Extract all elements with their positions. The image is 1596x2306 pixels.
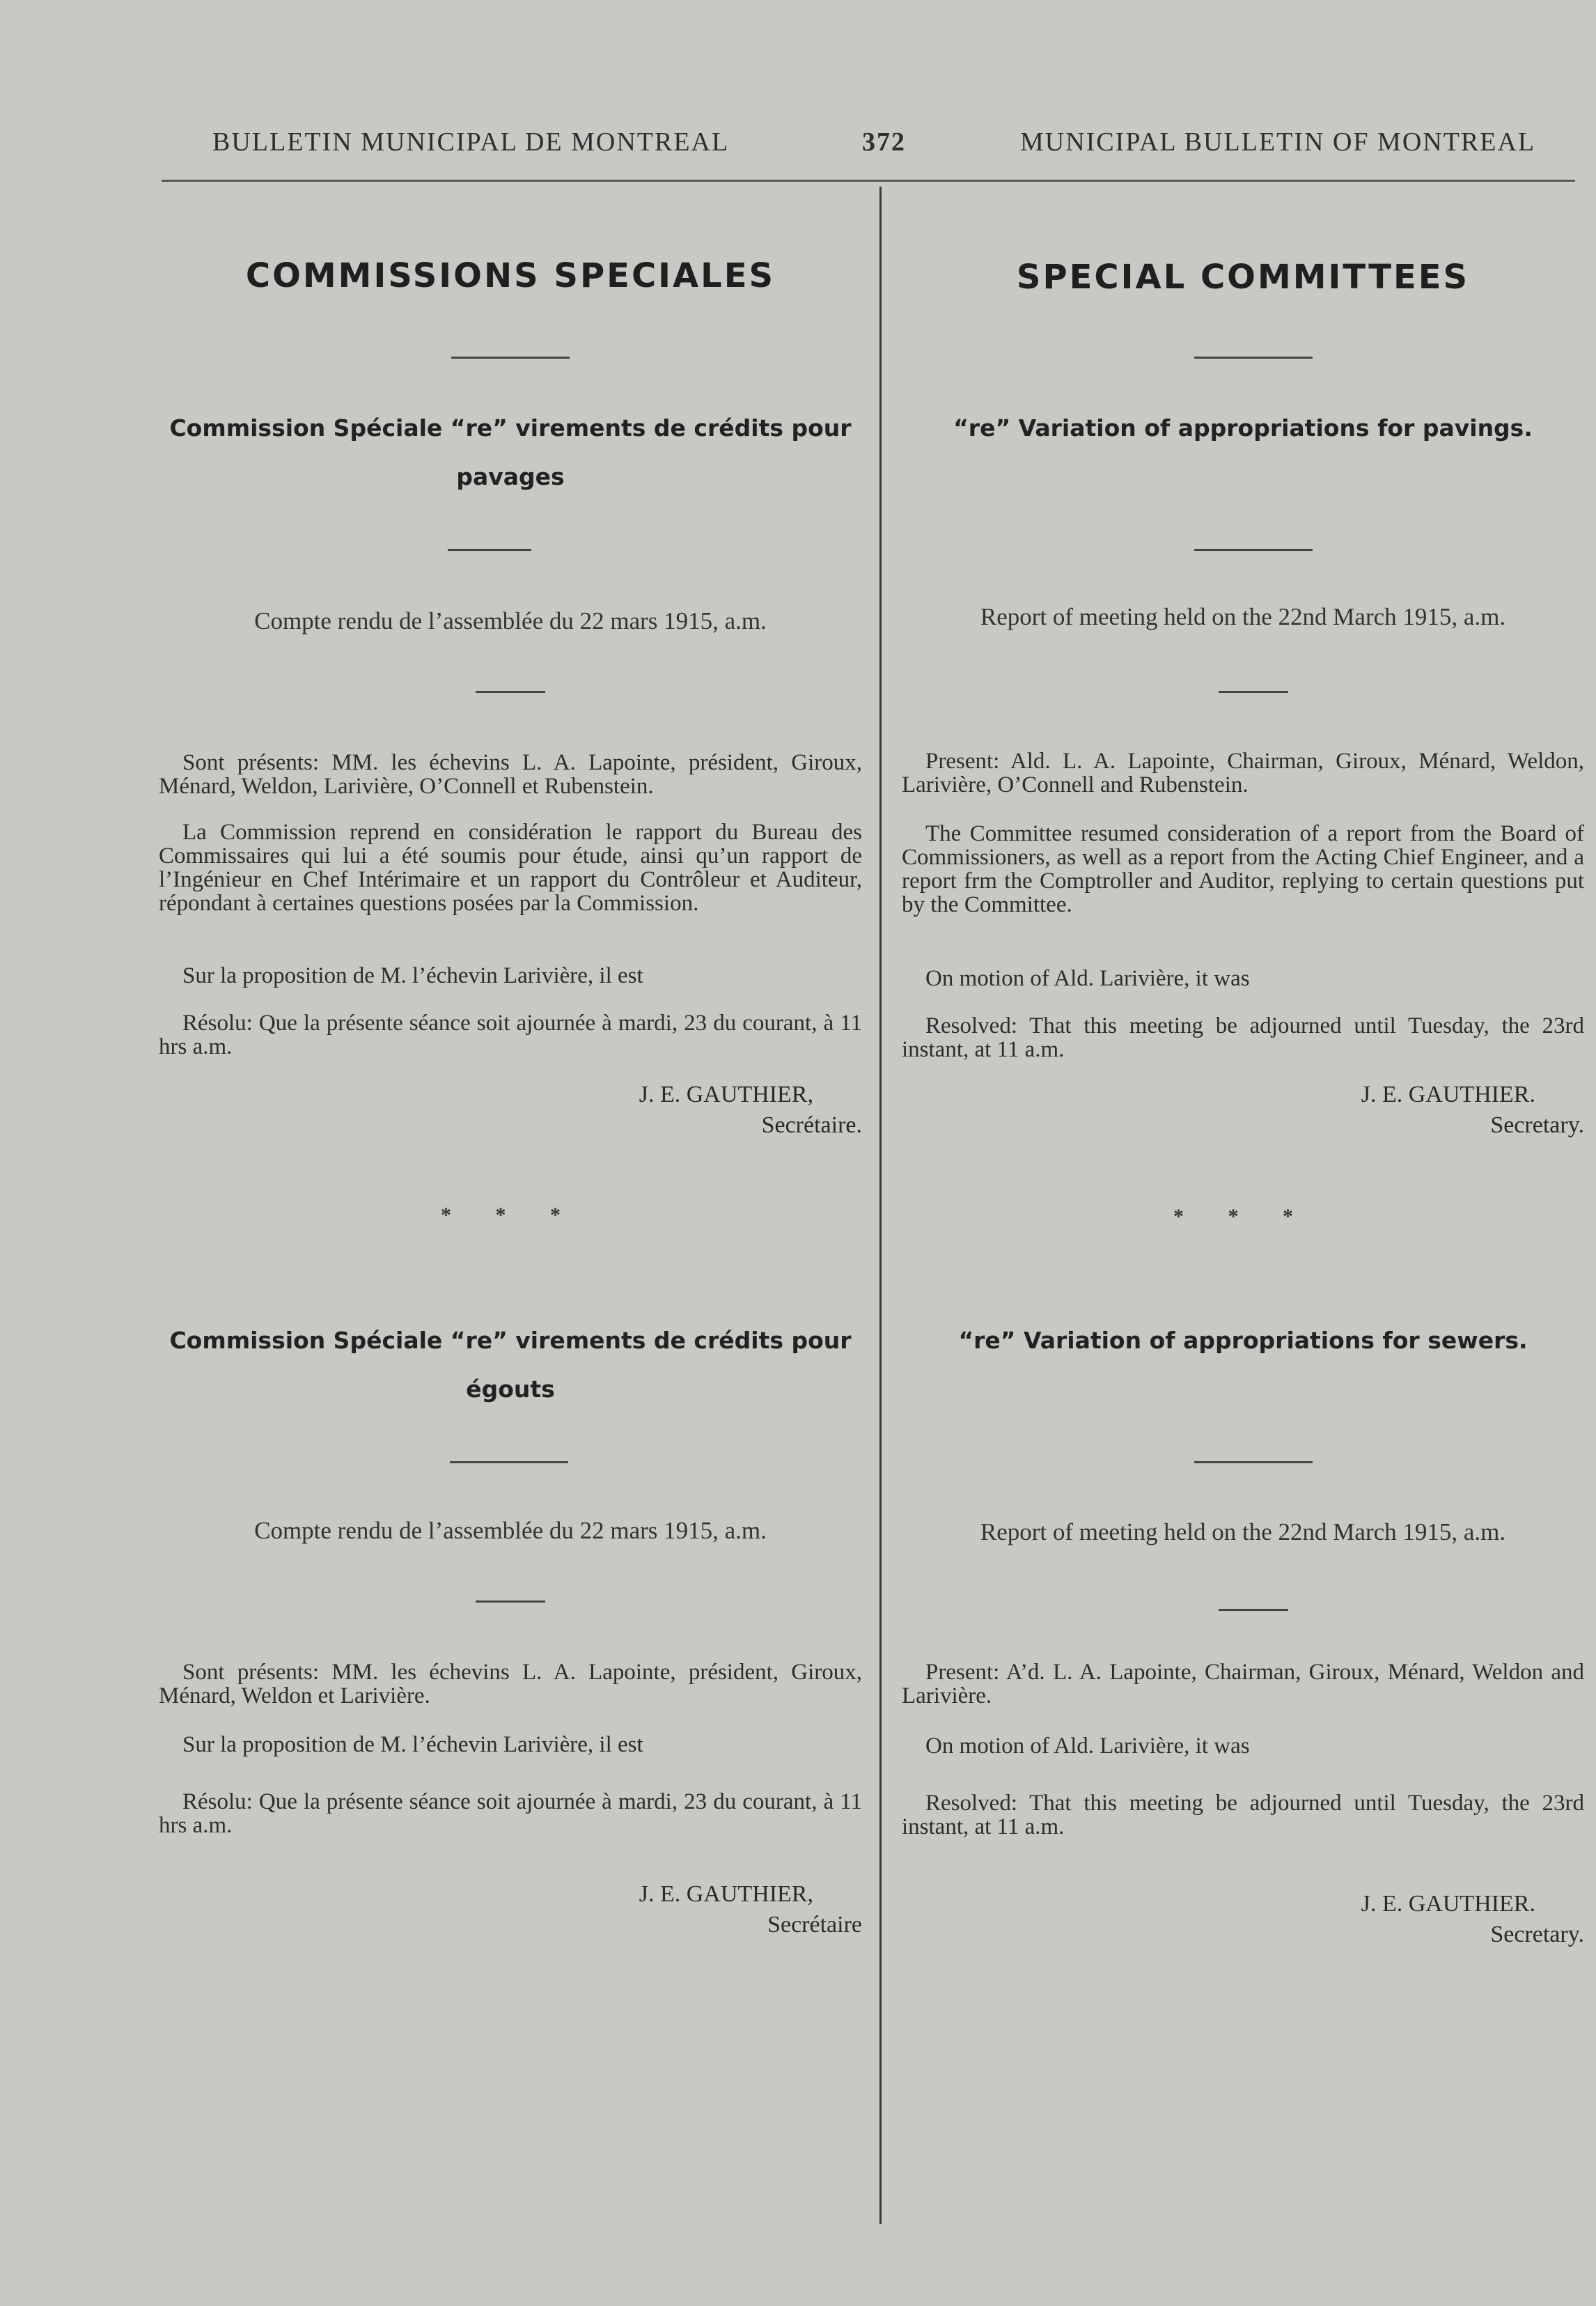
subtitle-line: Commission Spéciale “re” virements de crédits pour xyxy=(169,414,852,442)
french-section2-report: Compte rendu de l’assemblée du 22 mars 1915, a.m. xyxy=(254,1517,767,1544)
header-english-title: MUNICIPAL BULLETIN OF MONTREAL xyxy=(1020,127,1536,157)
subtitle-line: pavages xyxy=(456,463,565,490)
subtitle-line: égouts xyxy=(466,1376,555,1403)
signature-name: J. E. GAUTHIER, xyxy=(639,1881,813,1907)
column-divider xyxy=(879,187,882,2224)
french-main-title: COMMISSIONS SPECIALES xyxy=(245,256,776,295)
english-section2-motion: On motion of Ald. Larivière, it was xyxy=(925,1734,1250,1759)
running-head xyxy=(0,127,1596,162)
signature-name: J. E. GAUTHIER, xyxy=(639,1082,813,1107)
signature-name: J. E. GAUTHIER. xyxy=(1361,1082,1535,1107)
section-rule xyxy=(476,691,545,693)
french-section1-resolved: Résolu: Que la présente séance soit ajournée à mardi, 23 du courant, à 11 hrs a.m. xyxy=(159,1011,862,1059)
english-section1-present: Present: Ald. L. A. Lapointe, Chairman, Giroux, Ménard, Weldon, Larivière, O’Connell and Rubenstein. xyxy=(902,749,1584,797)
title-rule xyxy=(1194,357,1313,359)
subtitle-line: Commission Spéciale “re” virements de crédits pour xyxy=(169,1327,852,1354)
french-separator: * * * xyxy=(441,1203,580,1226)
french-section2-subtitle xyxy=(159,1316,862,1414)
header-french-title: BULLETIN MUNICIPAL DE MONTREAL xyxy=(212,127,730,157)
french-section2-present: Sont présents: MM. les échevins L. A. Lapointe, président, Giroux, Ménard, Weldon et Larivière. xyxy=(159,1660,862,1708)
signature-title: Secrétaire xyxy=(767,1912,862,1938)
signature-name: J. E. GAUTHIER. xyxy=(1361,1891,1535,1917)
header-rule xyxy=(162,180,1575,182)
signature-title: Secrétaire. xyxy=(761,1112,862,1138)
title-rule xyxy=(451,357,570,359)
section-rule xyxy=(448,549,531,551)
english-section1-signature xyxy=(1361,1080,1584,1141)
section-rule xyxy=(1194,1461,1313,1463)
english-section1-motion: On motion of Ald. Larivière, it was xyxy=(925,966,1250,991)
french-section2-resolved: Résolu: Que la présente séance soit ajournée à mardi, 23 du courant, à 11 hrs a.m. xyxy=(159,1789,862,1838)
signature-title: Secretary. xyxy=(1490,1922,1584,1947)
english-section1-subtitle: “re” Variation of appropriations for pavings. xyxy=(953,414,1533,442)
signature-title: Secretary. xyxy=(1490,1112,1584,1138)
english-section1-body: The Committee resumed consideration of a report from the Board of Commissioners, as well as a report from the Acting Chief Engineer, and a report frm the Comptroller and Auditor, replying to certain questions put by the Committee. xyxy=(902,821,1584,917)
english-main-title: SPECIAL COMMITTEES xyxy=(1016,258,1470,297)
french-section1-report: Compte rendu de l’assemblée du 22 mars 1915, a.m. xyxy=(254,607,767,634)
english-section2-signature xyxy=(1361,1889,1584,1950)
page-number: 372 xyxy=(862,127,906,157)
section-rule xyxy=(476,1600,545,1603)
section-rule xyxy=(450,1461,568,1463)
french-section1-present: Sont présents: MM. les échevins L. A. Lapointe, président, Giroux, Ménard, Weldon, Larivière, O’Connell et Rubenstein. xyxy=(159,750,862,799)
english-section2-subtitle: “re” Variation of appropriations for sewers. xyxy=(958,1327,1528,1354)
french-section1-signature xyxy=(639,1080,862,1141)
english-section2-resolved: Resolved: That this meeting be adjourned until Tuesday, the 23rd instant, at 11 a.m. xyxy=(902,1791,1584,1839)
english-section2-report: Report of meeting held on the 22nd March 1915, a.m. xyxy=(980,1518,1506,1545)
section-rule xyxy=(1219,691,1288,693)
english-section1-resolved: Resolved: That this meeting be adjourned until Tuesday, the 23rd instant, at 11 a.m. xyxy=(902,1013,1584,1062)
french-section2-motion: Sur la proposition de M. l’échevin Larivière, il est xyxy=(182,1732,643,1757)
french-section2-signature xyxy=(639,1879,862,1940)
english-section2-present: Present: A’d. L. A. Lapointe, Chairman, Giroux, Ménard, Weldon and Larivière. xyxy=(902,1660,1584,1708)
section-rule xyxy=(1219,1609,1288,1611)
french-section1-body: La Commission reprend en considération le rapport du Bureau des Commissaires qui lui a été soumis pour étude, ainsi qu’un rapport de l’Ingénieur en Chef Intérimaire et un rapport du Contrôleur et Auditeur, répondant à certaines questions posées par la Commission. xyxy=(159,820,862,916)
french-section1-subtitle xyxy=(159,404,862,501)
english-separator: * * * xyxy=(1173,1205,1313,1228)
french-section1-motion: Sur la proposition de M. l’échevin Larivière, il est xyxy=(182,963,643,988)
section-rule xyxy=(1194,549,1313,551)
english-section1-report: Report of meeting held on the 22nd March 1915, a.m. xyxy=(980,603,1506,630)
